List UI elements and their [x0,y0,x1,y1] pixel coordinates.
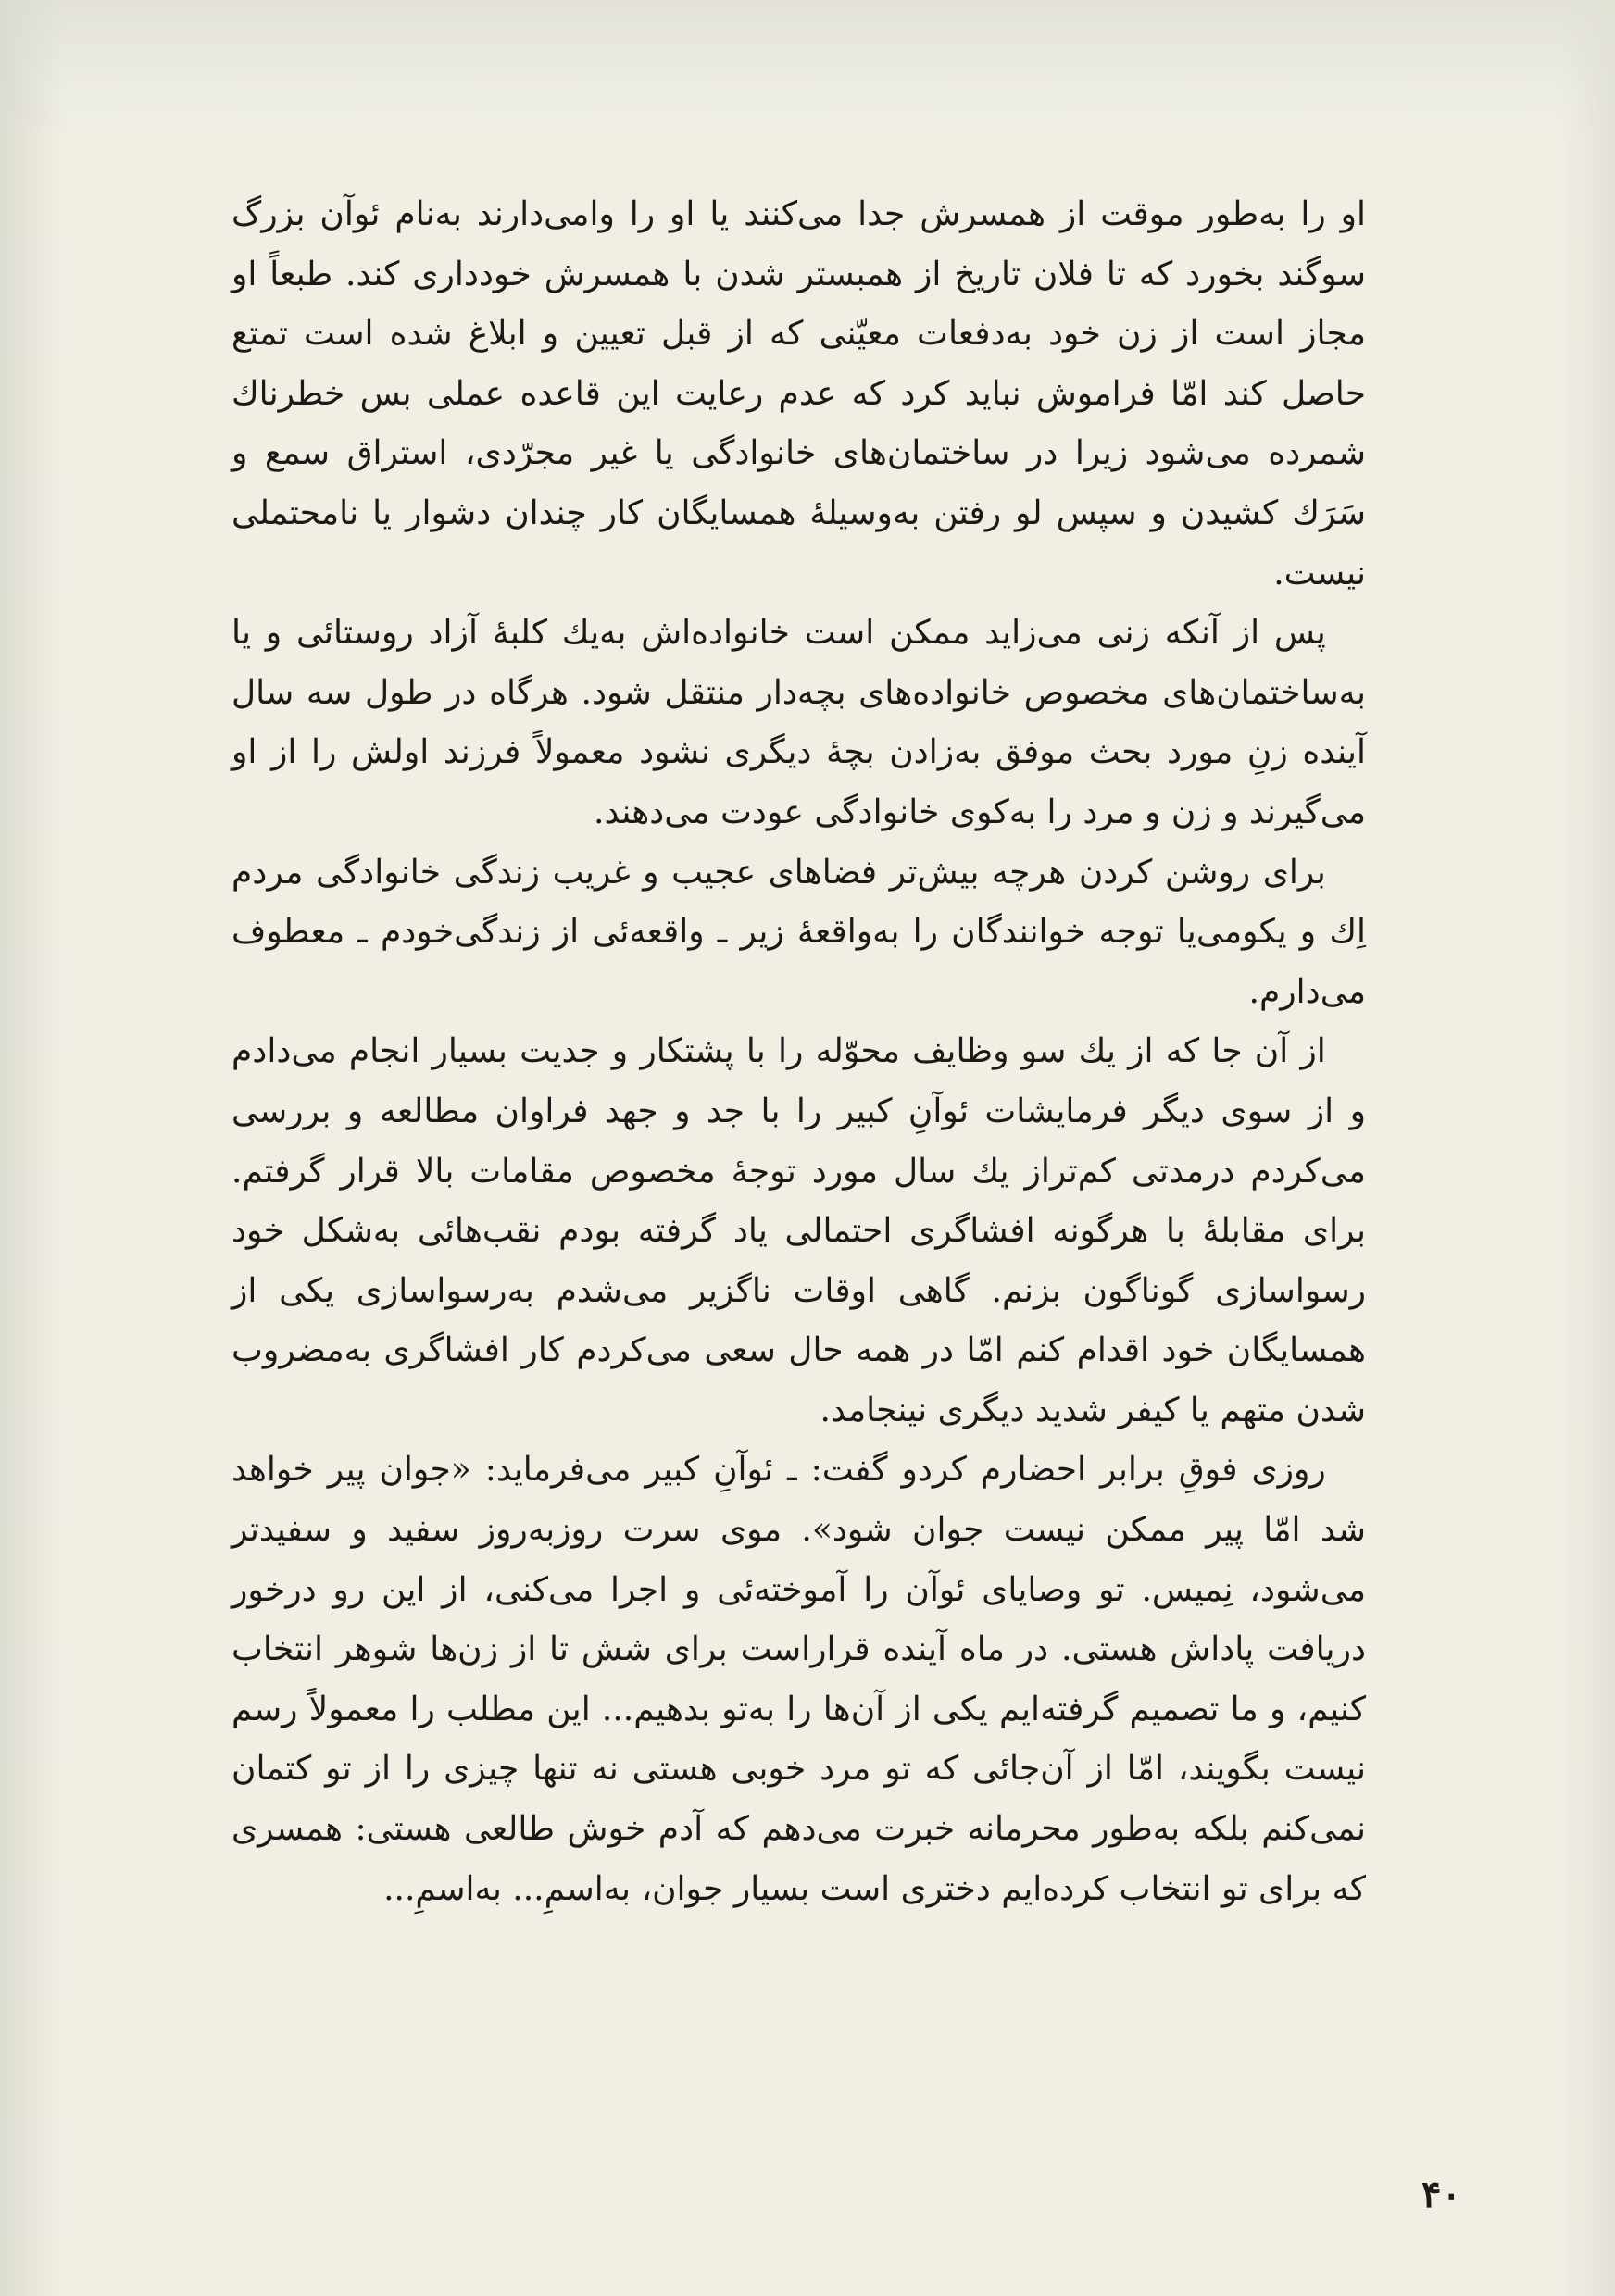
paragraph-1: او را به‌طور موقت از همسرش جدا می‌کنند یا او را وامی‌دارند به‌نام ئوآن بزرگ سوگند بخورد که تا فلان تاریخ از همبستر شدن با همسرش خودداری کند. طبعاً او مجاز است از زن خود به‌دفعات معیّنی که از قبل تعیین و ابلاغ شده است تمتع حاصل کند امّا فراموش نباید کرد که عدم رعایت این قاعده عملی بس خطرناك شمرده می‌شود زیرا در ساختمان‌های خانوادگی یا غیر مجرّدی، استراق سمع و سَرَك کشیدن و سپس لو رفتن به‌وسیلهٔ همسایگان کار چندان دشوار یا نامحتملی نیست. [232,195,1366,593]
book-page-text [232,185,1366,1919]
paragraph-3: برای روشن کردن هرچه بیش‌تر فضاهای عجیب و غریب زندگی خانوادگی مردم اِك و یکومی‌یا توجه خوانندگان را به‌واقعهٔ زیر ـ واقعه‌ئی از زندگی‌خودم ـ معطوف می‌دارم. [232,853,1366,1011]
scan-right-shadow [1559,0,1615,2296]
page-number: ۴۰ [1421,2173,1461,2216]
scan-left-shadow [0,0,65,2296]
paragraph-5: روزی فوقِ برابر احضارم کردو گفت: ـ ئوآنِ کبیر می‌فرماید: «جوان پیر خواهد شد امّا پیر ممکن نیست جوان شود». موی سرت روزبه‌روز سفید و سفیدتر می‌شود، نِمیس. تو وصایای ئوآن را آموخته‌ئی و اجرا می‌کنی، از این رو درخور دریافت پاداش هستی. در ماه آینده قراراست برای شش تا از زن‌ها شوهر انتخاب کنیم، و ما تصمیم گرفته‌ایم یکی از آن‌ها را به‌تو بدهیم... این مطلب را معمولاً رسم نیست بگویند، امّا از آن‌جائی که تو مرد خوبی هستی نه تنها چیزی را از تو کتمان نمی‌کنم بلکه به‌طور محرمانه خبرت می‌دهم که آدم خوش طالعی هستی: همسری که برای تو انتخاب کرده‌ایم دختری است بسیار جوان، به‌اسمِ... به‌اسمِ... [232,1451,1367,1908]
paragraph-4: از آن جا که از یك سو وظایف محوّله را با پشتکار و جدیت بسیار انجام می‌دادم و از سوی دیگر فرمایشات ئوآنِ کبیر را با جد و جهد فراوان مطالعه و بررسی می‌کردم درمدتی کم‌تراز یك سال مورد توجهٔ مخصوص مقامات بالا قرار گرفتم. برای مقابلهٔ با هرگونه افشاگری احتمالی یاد گرفته بودم نقب‌هائی به‌شکل خود رسواسازی گوناگون بزنم. گاهی اوقات ناگزیر می‌شدم به‌رسواسازی یکی از همسایگان خود اقدام کنم امّا در همه حال سعی می‌کردم کار افشاگری به‌مضروب شدن متهم یا کیفر شدید دیگری نینجامد. [232,1032,1366,1429]
scan-top-shadow [0,0,1615,139]
paragraph-2: پس از آنکه زنی می‌زاید ممکن است خانواده‌اش به‌یك کلبهٔ آزاد روستائی و یا به‌ساختمان‌های مخصوص خانواده‌های بچه‌دار منتقل شود. هرگاه در طول سه سال آینده زنِ مورد بحث موفق به‌زادن بچهٔ دیگری نشود معمولاً فرزند اولش را از او می‌گیرند و زن و مرد را به‌کوی خانوادگی عودت می‌دهند. [232,614,1366,831]
